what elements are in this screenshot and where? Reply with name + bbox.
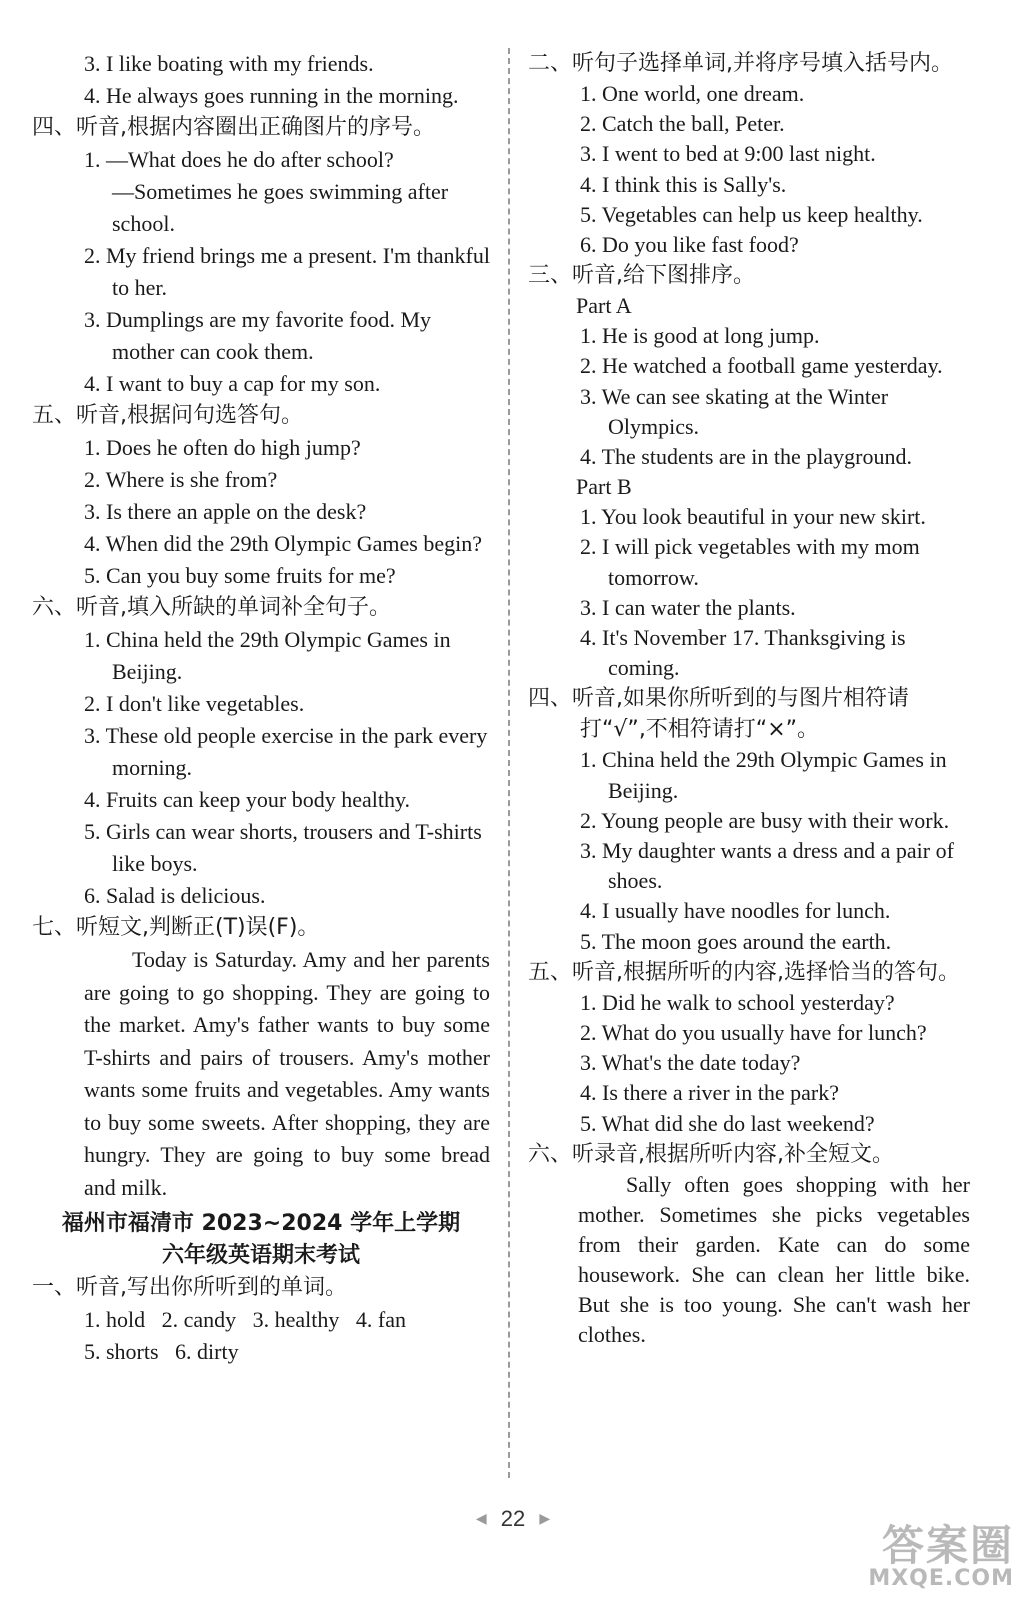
list-item: 3. I like boating with my friends. xyxy=(84,51,374,76)
section-heading: 四、听音,如果你所听到的与图片相符请打“√”,不相符请打“×”。 xyxy=(528,686,909,743)
list-item: 2. My friend brings me a present. I'm thankful to her. xyxy=(84,243,490,300)
word-list: 1. hold 2. candy 3. healthy 4. fan xyxy=(84,1307,406,1332)
list-item: 1. One world, one dream. xyxy=(580,81,805,106)
list-item: 4. It's November 17. Thanksgiving is coming. xyxy=(580,625,906,681)
next-page-icon: ▶ xyxy=(539,1510,551,1526)
list-item: 2. I will pick vegetables with my mom tomorrow. xyxy=(580,534,920,590)
list-item: 1. China held the 29th Olympic Games in Beijing. xyxy=(84,627,451,684)
section-heading: 三、听音,给下图排序。 xyxy=(528,263,755,289)
list-item: 6. Do you like fast food? xyxy=(580,232,799,258)
list-item: 3. What's the date today? xyxy=(580,1050,801,1076)
list-item: 3. I went to bed at 9:00 last night. xyxy=(580,141,876,167)
section-heading: 一、听音,写出你所听到的单词。 xyxy=(32,1275,347,1300)
word-list: 5. shorts 6. dirty xyxy=(84,1339,239,1364)
list-item: 2. Young people are busy with their work. xyxy=(580,807,950,833)
watermark-logo xyxy=(868,1521,1014,1591)
left-column xyxy=(32,48,490,1368)
list-item: 4. When did the 29th Olympic Games begin? xyxy=(84,531,482,556)
list-item: 1. Does he often do high jump? xyxy=(84,435,361,460)
list-item: 4. Fruits can keep your body healthy. xyxy=(84,787,411,812)
list-item: 2. He watched a football game yesterday. xyxy=(580,353,943,379)
column-divider xyxy=(508,48,510,1478)
watermark-url: MXQE.COM xyxy=(868,1566,1014,1591)
list-item: 3. My daughter wants a dress and a pair of shoes. xyxy=(580,838,954,894)
list-item: 2. What do you usually have for lunch? xyxy=(580,1020,927,1046)
list-item: 1. You look beautiful in your new skirt. xyxy=(580,504,926,530)
page-number: 22 xyxy=(500,1506,526,1531)
section-heading: 二、听句子选择单词,并将序号填入括号内。 xyxy=(528,51,953,76)
exam-title: 福州市福清市 2023~2024 学年上学期 xyxy=(61,1211,461,1236)
watermark-text: 答案圈 xyxy=(881,1521,1014,1570)
list-item: 4. Is there a river in the park? xyxy=(580,1080,839,1106)
list-item: 4. He always goes running in the morning. xyxy=(84,83,459,108)
list-item: 3. We can see skating at the Winter Olympics. xyxy=(580,383,889,439)
listening-passage: Today is Saturday. Amy and her parents are going to go shopping. They are going to the market. Amy's father wants to buy some T-shirts and pairs of trousers. Amy's mother wants some fruits and vegetables. Amy wants to buy some sweets. After shopping, they are hungry. They are going to buy some bread and milk. xyxy=(84,947,490,1200)
list-item: 1. China held the 29th Olympic Games in Beijing. xyxy=(580,747,947,803)
list-item: —Sometimes he goes swimming after school. xyxy=(112,179,449,236)
part-label: Part B xyxy=(576,474,632,500)
list-item: 3. These old people exercise in the park every morning. xyxy=(84,723,488,780)
list-item: 5. What did she do last weekend? xyxy=(580,1110,875,1136)
section-heading: 六、听录音,根据所听内容,补全短文。 xyxy=(528,1141,894,1167)
list-item: 4. The students are in the playground. xyxy=(580,444,912,470)
exam-subtitle: 六年级英语期末考试 xyxy=(161,1243,360,1268)
list-item: 6. Salad is delicious. xyxy=(84,883,266,908)
list-item: 4. I want to buy a cap for my son. xyxy=(84,371,381,396)
section-heading: 六、听音,填入所缺的单词补全句子。 xyxy=(32,595,391,620)
listening-passage: Sally often goes shopping with her mother. Sometimes she picks vegetables from their garden. Kate can do some housework. She can clean her little bike. But she is too young. She can't wash her clothes. xyxy=(578,1171,970,1347)
list-item: 3. I can water the plants. xyxy=(580,594,796,620)
list-item: 3. Is there an apple on the desk? xyxy=(84,499,367,524)
section-heading: 七、听短文,判断正(T)误(F)。 xyxy=(32,915,320,940)
list-item: 3. Dumplings are my favorite food. My mother can cook them. xyxy=(84,307,432,364)
prev-page-icon: ◀ xyxy=(475,1510,487,1526)
list-item: 2. Where is she from? xyxy=(84,467,278,492)
list-item: 4. I think this is Sally's. xyxy=(580,171,787,197)
list-item: 4. I usually have noodles for lunch. xyxy=(580,898,891,924)
part-label: Part A xyxy=(576,293,632,319)
list-item: 5. Can you buy some fruits for me? xyxy=(84,563,396,588)
section-heading: 五、听音,根据所听的内容,选择恰当的答句。 xyxy=(528,959,960,985)
list-item: 5. Vegetables can help us keep healthy. xyxy=(580,201,923,227)
list-item: 2. I don't like vegetables. xyxy=(84,691,305,716)
list-item: 2. Catch the ball, Peter. xyxy=(580,111,785,137)
list-item: 1. —What does he do after school? xyxy=(84,147,394,172)
list-item: 1. He is good at long jump. xyxy=(580,323,820,349)
section-heading: 五、听音,根据问句选答句。 xyxy=(32,403,303,428)
list-item: 1. Did he walk to school yesterday? xyxy=(580,989,895,1015)
section-heading: 四、听音,根据内容圈出正确图片的序号。 xyxy=(32,115,435,140)
right-column xyxy=(528,48,970,1350)
list-item: 5. Girls can wear shorts, trousers and T-shirts like boys. xyxy=(84,819,482,876)
list-item: 5. The moon goes around the earth. xyxy=(580,928,892,954)
